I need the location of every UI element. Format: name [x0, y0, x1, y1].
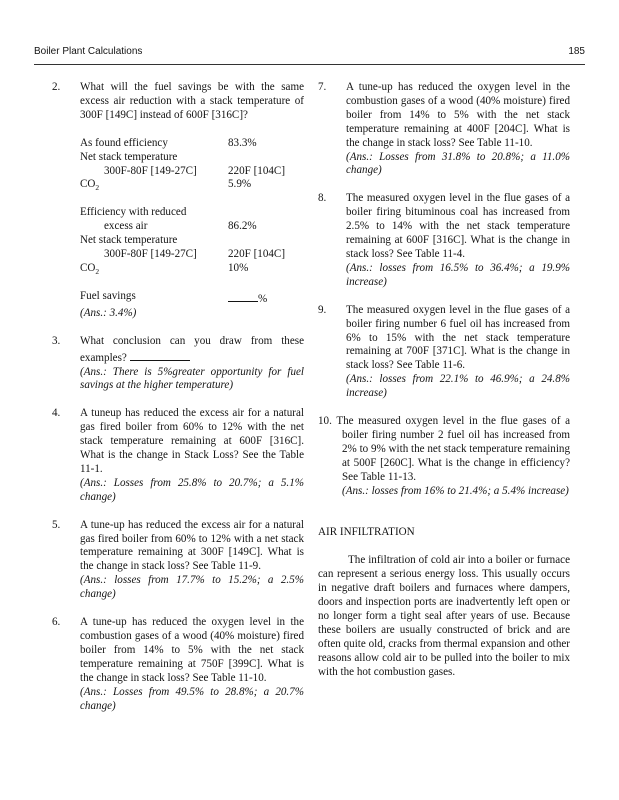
- page-number: 185: [568, 46, 585, 57]
- question-2: [52, 81, 304, 321]
- row-value: 220F [104C]: [228, 164, 286, 177]
- values-table: [80, 137, 304, 307]
- question-number: 10.: [318, 415, 332, 428]
- subscript-2: 2: [95, 267, 100, 277]
- question-text: A tune-up has reduced the oxygen level in the combustion gases of a wood (40% moisture) fired boiler from 14% to 5% with the net stack temperature remaining at 400F [204C]. What is the change in stack loss? See Table 11-10.: [346, 81, 570, 149]
- row-label-co2: $CO_2$: [80, 178, 100, 193]
- answer: (Ans.: Losses from 31.8% to 20.8%; a 11.0% change): [346, 150, 570, 177]
- question-text: A tune-up has reduced the oxygen level in the combustion gases of a wood (40% moisture) fired boiler from 14% to 5% with the net stack temperature remaining at 750F [399C]. What is the change in stack loss? See Table 11-10.: [80, 616, 304, 684]
- answer-blank: [228, 290, 258, 302]
- right-column: [318, 81, 570, 680]
- question-text: The measured oxygen level in the flue gases of a boiler firing number 6 fuel oil has increased from 6% to 15% with the net stack temperature remaining at 700F [371C]. What is the change in stack loss? See Table 11-6.: [346, 303, 570, 372]
- row-label: 300F-80F [149-27C]: [104, 164, 197, 177]
- question-text-wrap: [80, 335, 304, 366]
- question-9: [318, 304, 570, 401]
- row-value: [228, 151, 304, 165]
- row-label: 300F-80F [149-27C]: [104, 248, 197, 261]
- answer-blank: [130, 349, 190, 361]
- fuel-savings-blank: %: [228, 290, 304, 307]
- row-value: 86.2%: [228, 220, 257, 233]
- question-number: 4.: [52, 407, 61, 420]
- question-number: 5.: [52, 518, 61, 531]
- row-label: Fuel savings: [80, 289, 136, 302]
- row-value: 220F [104C]: [228, 248, 286, 261]
- row-label: Net stack temperature: [80, 234, 178, 247]
- question-3: [52, 335, 304, 394]
- answer: (Ans.: losses from 17.7% to 15.2%; a 2.5% change): [80, 574, 304, 601]
- question-text: A tuneup has reduced the excess air for a natural gas fired boiler from 60% to 12% with the net stack temperature remaining at 600F [316C]. What is the change in Stack Loss? See the Table 11-1.: [80, 407, 304, 475]
- question-10: [318, 415, 570, 498]
- question-7: [318, 81, 570, 178]
- body-paragraph: The infiltration of cold air into a boiler or furnace can represent a serious energy loss. This usually occurs in negative draft boilers and furnaces where dampers, doors and inspection ports are inadvertently left open or no longer form a tight seal after years of use. Because these boilers are usually constructed of brick and are often quite old, cracks from thermal expansion and other reasons allow cold air to be pulled into the boiler to mix with the hot combustion gases.: [318, 554, 570, 678]
- section-title: AIR INFILTRATION: [318, 526, 415, 539]
- row-label: Net stack temperature: [80, 150, 178, 163]
- row-label: excess air: [104, 220, 148, 233]
- row-label: Efficiency with reduced: [80, 206, 187, 219]
- question-text: The measured oxygen level in the flue gases of a boiler firing bituminous coal has increased from 2.5% to 14% with the net stack temperature remaining at 600F [316C]. What is the change in stack loss? See Table 11-4.: [346, 192, 570, 260]
- answer: (Ans.: 3.4%): [80, 306, 137, 319]
- answer: (Ans.: losses from 16% to 21.4%; a 5.4% increase): [342, 484, 569, 497]
- subscript-2: 2: [95, 183, 100, 193]
- question-text: The measured oxygen level in the flue gases of a boiler firing number 2 fuel oil has increased from 2% to 9% with the net stack temperature remaining at 500F [260C]. What is the change in efficiency? See Table 11-13.: [336, 415, 571, 483]
- running-title: Boiler Plant Calculations: [34, 46, 143, 57]
- row-value: 10%: [228, 261, 249, 274]
- row-label-co2: $CO_2$: [80, 261, 100, 277]
- question-8: [318, 192, 570, 289]
- question-4: [52, 407, 304, 504]
- question-number: 7.: [318, 81, 327, 93]
- running-header: [34, 46, 585, 65]
- question-text: What conclusion can you draw from these examples?: [80, 334, 304, 364]
- row-value: 83.3%: [228, 136, 257, 149]
- answer: (Ans.: losses from 16.5% to 36.4%; a 19.9% increase): [346, 261, 570, 288]
- question-5: [52, 519, 304, 602]
- row-label: As found efficiency: [80, 136, 168, 149]
- answer: (Ans.: losses from 22.1% to 46.9%; a 24.8% increase): [346, 373, 570, 400]
- question-6: [52, 616, 304, 713]
- left-column: [52, 81, 304, 727]
- question-number: 3.: [52, 334, 61, 347]
- answer: (Ans.: There is 5%greater opportunity for fuel savings at the higher temperature): [80, 365, 304, 392]
- row-value: [228, 234, 304, 248]
- question-number: 2.: [52, 81, 61, 93]
- question-text-wrap: [318, 415, 570, 485]
- question-text: A tune-up has reduced the excess air for a natural gas fired boiler from 60% to 12% with a net stack temperature remaining at 300F [149C]. What is the change in stack loss? See Table 11-9.: [80, 518, 304, 573]
- row-value: [228, 206, 304, 220]
- answer: (Ans.: Losses from 49.5% to 28.8%; a 20.7% change): [80, 685, 304, 712]
- question-number: 9.: [318, 303, 327, 316]
- question-number: 6.: [52, 616, 61, 629]
- row-value: 5.9%: [228, 178, 252, 191]
- question-number: 8.: [318, 192, 327, 205]
- question-text: What will the fuel savings be with the same excess air reduction with a stack temperature of 300F [149C] instead of 600F [316C]?: [80, 81, 304, 121]
- answer: (Ans.: Losses from 25.8% to 20.7%; a 5.1% change): [80, 476, 304, 503]
